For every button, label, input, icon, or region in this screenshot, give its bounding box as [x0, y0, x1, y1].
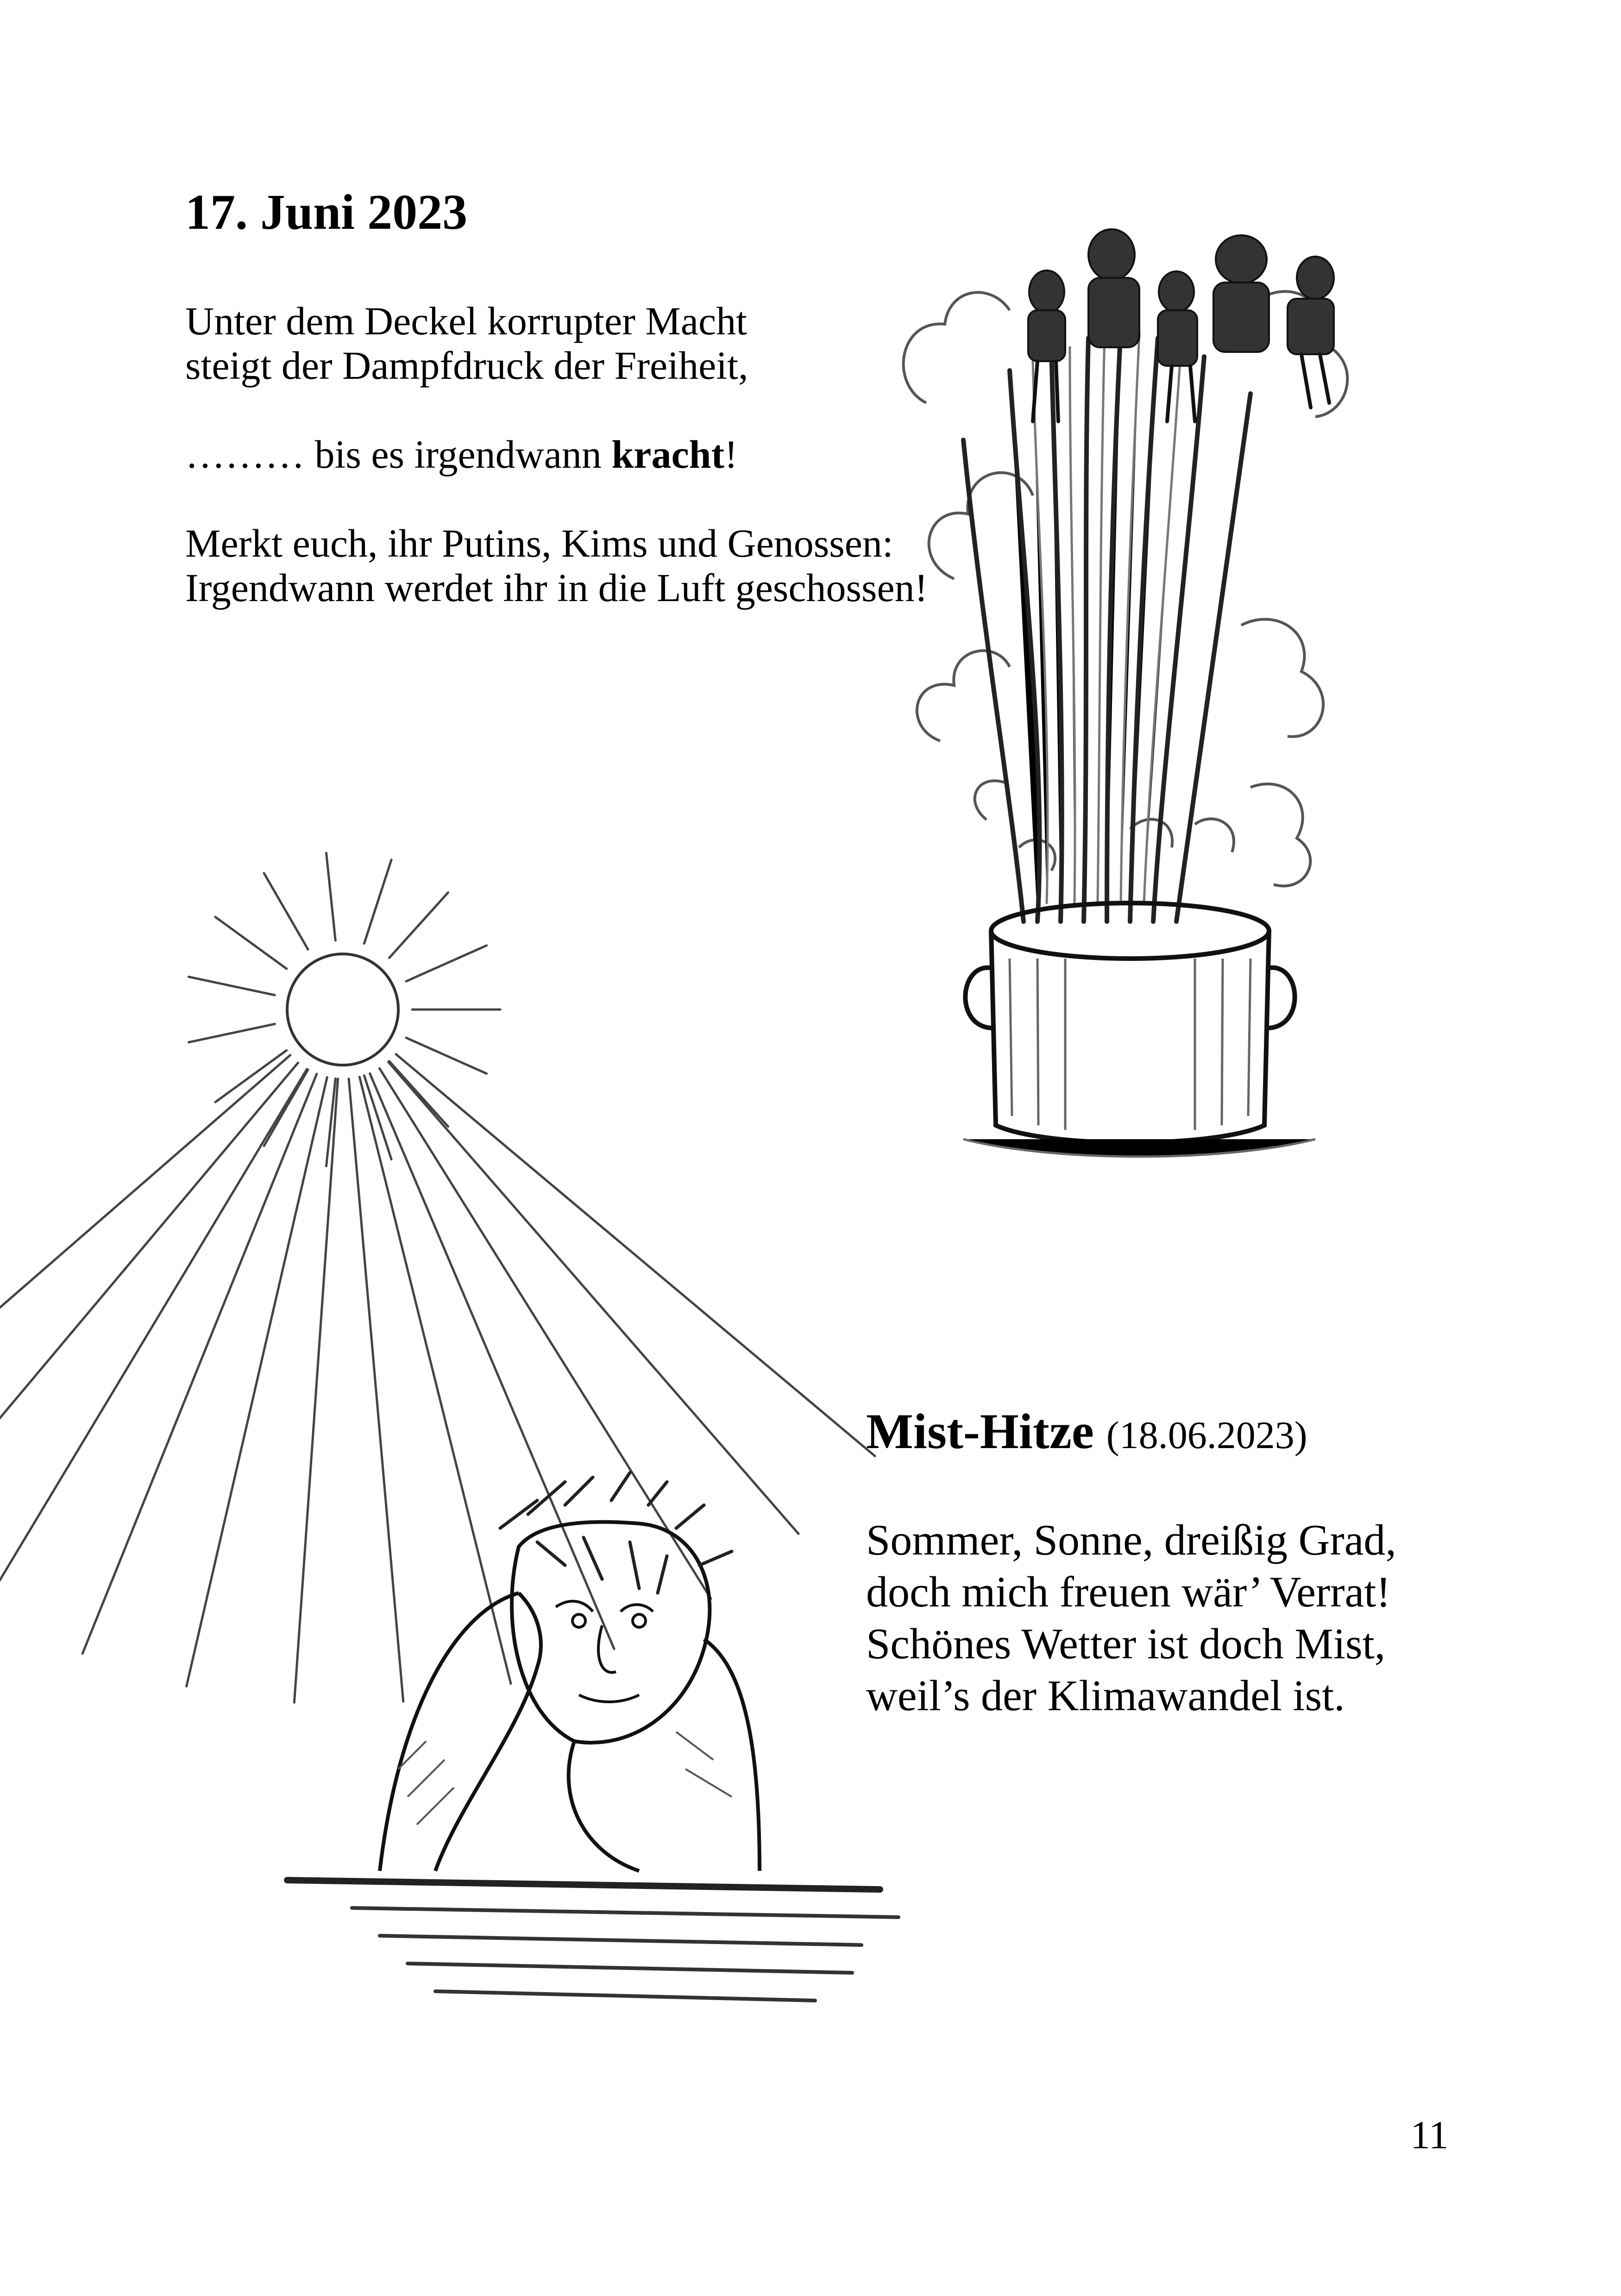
poem1-line-2: steigt der Dampfdruck der Freiheit,	[185, 343, 748, 388]
sun-ray	[389, 892, 448, 958]
sun-ray	[0, 1055, 290, 1465]
sun-ray	[188, 1024, 275, 1042]
poem1-stanza-3	[185, 521, 928, 610]
steam-pot-illustration	[871, 208, 1389, 1181]
sun-ray	[215, 1050, 287, 1102]
poem1-line-1: Unter dem Deckel korrupter Macht	[185, 299, 748, 343]
poem1-body	[185, 299, 928, 654]
sun-ray	[406, 946, 487, 981]
sun-ray	[215, 917, 287, 969]
poem1-line-3-bold: kracht	[611, 432, 725, 477]
poem1-stanza-1	[185, 299, 928, 388]
sun-ray	[326, 853, 335, 941]
poem2-line-4: weil’s der Klimawandel ist.	[866, 1672, 1345, 1720]
poem2-heading	[866, 1403, 1307, 1461]
sun-ray	[388, 1062, 798, 1534]
poem1-line-3-prefix: ……… bis es irgendwann	[185, 432, 612, 477]
sun-ray	[188, 977, 275, 995]
poem2-date: (18.06.2023)	[1106, 1414, 1307, 1457]
poem1-line-3	[185, 432, 928, 477]
sweating-man-illustration	[259, 1473, 945, 2038]
poem1-title: 17. Juni 2023	[185, 185, 468, 240]
poem1-line-4: Merkt euch, ihr Putins, Kims und Genossen:	[185, 521, 893, 565]
poem1-line-3-suffix: !	[724, 432, 738, 477]
sun-ray	[406, 1038, 487, 1073]
poem2-body	[866, 1514, 1396, 1722]
sun-ray	[396, 1054, 875, 1456]
poem2-line-3: Schönes Wetter ist doch Mist,	[866, 1620, 1386, 1668]
sun-ray	[264, 1070, 308, 1146]
sun-ray	[0, 1063, 298, 1542]
sun-ray	[264, 873, 308, 950]
sun-ray	[364, 860, 391, 944]
sun-ray	[389, 1061, 448, 1126]
poem2-title: Mist-Hitze	[866, 1404, 1094, 1459]
poem2-line-2: doch mich freuen wär’ Verrat!	[866, 1568, 1391, 1616]
poem2-line-1: Sommer, Sonne, dreißig Grad,	[866, 1516, 1396, 1564]
poem1-stanza-2	[185, 432, 928, 477]
page-number: 11	[1410, 2113, 1449, 2157]
poem1-line-5: Irgendwann werdet ihr in die Luft geschossen!	[185, 565, 928, 610]
